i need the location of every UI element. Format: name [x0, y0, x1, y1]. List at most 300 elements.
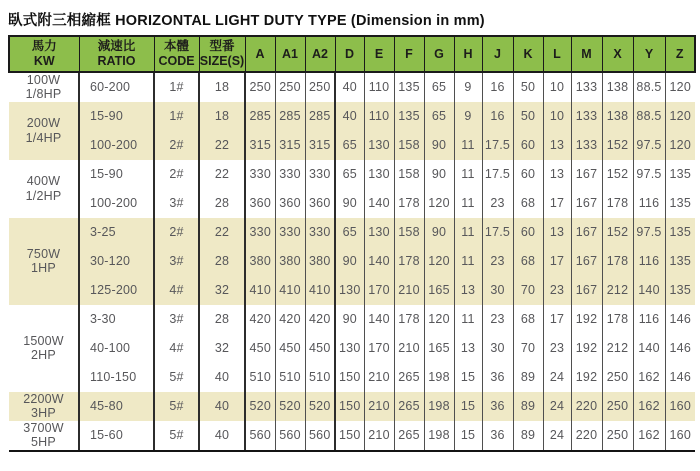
table-row	[9, 421, 695, 451]
cell-dim-X: 178	[602, 305, 633, 334]
cell-dim-A2: 450	[305, 334, 335, 363]
cell-dim-H: 11	[454, 189, 482, 218]
cell-dim-G: 65	[424, 102, 454, 131]
cell-dim-A: 250	[245, 72, 275, 102]
cell-dim-Z: 120	[665, 72, 695, 102]
cell-dim-M: 167	[571, 218, 602, 247]
power-label: 750W	[26, 246, 61, 261]
cell-size: 40	[199, 363, 245, 392]
dimension-table	[8, 35, 696, 452]
cell-dim-L: 13	[543, 160, 571, 189]
cell-size: 28	[199, 305, 245, 334]
cell-dim-M: 220	[571, 421, 602, 451]
cell-dim-J: 17.5	[482, 160, 513, 189]
cell-dim-D: 150	[335, 363, 364, 392]
cell-dim-D: 150	[335, 392, 364, 421]
cell-dim-D: 150	[335, 421, 364, 451]
cell-dim-F: 135	[394, 72, 424, 102]
cell-dim-M: 192	[571, 334, 602, 363]
cell-dim-H: 9	[454, 102, 482, 131]
hp-label: 5HP	[31, 435, 56, 450]
cell-dim-L: 17	[543, 305, 571, 334]
cell-dim-K: 50	[513, 72, 543, 102]
cell-dim-K: 68	[513, 189, 543, 218]
power-label: 1500W	[23, 333, 64, 348]
cell-dim-A: 330	[245, 218, 275, 247]
cell-dim-A: 420	[245, 305, 275, 334]
cell-dim-L: 13	[543, 131, 571, 160]
cell-dim-A2: 360	[305, 189, 335, 218]
cell-dim-F: 178	[394, 305, 424, 334]
cell-dim-Z: 146	[665, 305, 695, 334]
cell-dim-Z: 160	[665, 392, 695, 421]
cell-ratio: 30-120	[79, 247, 154, 276]
cell-dim-G: 90	[424, 160, 454, 189]
cell-dim-A1: 420	[275, 305, 305, 334]
cell-dim-Y: 116	[633, 247, 665, 276]
column-header-L: L	[543, 36, 571, 72]
cell-dim-Y: 162	[633, 421, 665, 451]
cell-dim-Z: 120	[665, 131, 695, 160]
cell-code: 1#	[154, 72, 199, 102]
cell-dim-X: 250	[602, 363, 633, 392]
cell-dim-Z: 135	[665, 276, 695, 305]
cell-dim-A: 560	[245, 421, 275, 451]
cell-dim-Y: 140	[633, 276, 665, 305]
cell-dim-E: 140	[364, 305, 394, 334]
cell-dim-A: 285	[245, 102, 275, 131]
power-label: 400W	[26, 174, 61, 189]
column-header-zh: 型番	[209, 39, 235, 53]
column-header-code	[154, 36, 199, 72]
column-header-Y: Y	[633, 36, 665, 72]
column-header-F: F	[394, 36, 424, 72]
cell-dim-D: 90	[335, 247, 364, 276]
cell-dim-L: 24	[543, 421, 571, 451]
cell-dim-F: 158	[394, 218, 424, 247]
cell-dim-X: 152	[602, 131, 633, 160]
cell-code: 4#	[154, 334, 199, 363]
cell-dim-X: 250	[602, 421, 633, 451]
cell-dim-M: 133	[571, 72, 602, 102]
hp-label: 2HP	[31, 348, 56, 363]
column-header-power	[9, 36, 79, 72]
cell-dim-E: 130	[364, 218, 394, 247]
column-header-ratio	[79, 36, 154, 72]
column-header-A: A	[245, 36, 275, 72]
cell-code: 2#	[154, 218, 199, 247]
cell-dim-E: 210	[364, 392, 394, 421]
column-header-A1: A1	[275, 36, 305, 72]
cell-dim-H: 11	[454, 131, 482, 160]
cell-dim-A2: 315	[305, 131, 335, 160]
page-title: 臥式附三相縮框 HORIZONTAL LIGHT DUTY TYPE (Dimension in mm)	[8, 13, 485, 29]
power-label: 3700W	[23, 420, 64, 435]
column-header-en: RATIO	[97, 54, 136, 68]
hp-label: 1/4HP	[25, 130, 62, 145]
column-header-X: X	[602, 36, 633, 72]
cell-code: 3#	[154, 305, 199, 334]
cell-dim-Y: 116	[633, 305, 665, 334]
cell-dim-A1: 380	[275, 247, 305, 276]
cell-dim-G: 65	[424, 72, 454, 102]
cell-dim-Y: 140	[633, 334, 665, 363]
cell-dim-E: 210	[364, 421, 394, 451]
cell-dim-X: 138	[602, 102, 633, 131]
cell-dim-Z: 135	[665, 160, 695, 189]
cell-dim-L: 10	[543, 102, 571, 131]
cell-dim-G: 165	[424, 276, 454, 305]
column-header-A2: A2	[305, 36, 335, 72]
table-row	[9, 247, 695, 276]
cell-dim-J: 17.5	[482, 218, 513, 247]
cell-dim-D: 65	[335, 218, 364, 247]
table-row	[9, 363, 695, 392]
cell-dim-X: 178	[602, 189, 633, 218]
cell-dim-D: 90	[335, 189, 364, 218]
cell-dim-A: 380	[245, 247, 275, 276]
cell-ratio: 15-90	[79, 160, 154, 189]
cell-dim-M: 167	[571, 189, 602, 218]
cell-dim-E: 170	[364, 276, 394, 305]
cell-dim-K: 50	[513, 102, 543, 131]
column-header-M: M	[571, 36, 602, 72]
cell-dim-A1: 360	[275, 189, 305, 218]
power-label: 2200W	[23, 391, 64, 406]
cell-dim-X: 178	[602, 247, 633, 276]
cell-dim-A2: 250	[305, 72, 335, 102]
cell-dim-K: 60	[513, 160, 543, 189]
hp-label: 1/2HP	[25, 188, 62, 203]
cell-code: 5#	[154, 363, 199, 392]
cell-dim-H: 15	[454, 392, 482, 421]
power-label: 100W	[26, 73, 61, 87]
cell-size: 22	[199, 218, 245, 247]
power-group-cell	[9, 160, 79, 218]
cell-dim-G: 120	[424, 189, 454, 218]
cell-size: 32	[199, 276, 245, 305]
cell-ratio: 125-200	[79, 276, 154, 305]
cell-dim-K: 68	[513, 247, 543, 276]
cell-dim-M: 220	[571, 392, 602, 421]
cell-code: 2#	[154, 131, 199, 160]
cell-dim-A: 330	[245, 160, 275, 189]
cell-dim-A1: 510	[275, 363, 305, 392]
cell-ratio: 3-30	[79, 305, 154, 334]
table-row	[9, 160, 695, 189]
cell-dim-X: 138	[602, 72, 633, 102]
cell-dim-F: 210	[394, 276, 424, 305]
cell-code: 5#	[154, 421, 199, 451]
cell-ratio: 15-60	[79, 421, 154, 451]
cell-dim-G: 165	[424, 334, 454, 363]
cell-dim-D: 65	[335, 160, 364, 189]
cell-dim-L: 17	[543, 247, 571, 276]
cell-dim-A2: 380	[305, 247, 335, 276]
cell-dim-H: 13	[454, 334, 482, 363]
table-row	[9, 305, 695, 334]
column-header-E: E	[364, 36, 394, 72]
cell-dim-M: 167	[571, 276, 602, 305]
cell-dim-A: 510	[245, 363, 275, 392]
table-row	[9, 189, 695, 218]
table-row	[9, 72, 695, 102]
cell-dim-A1: 410	[275, 276, 305, 305]
cell-dim-G: 198	[424, 392, 454, 421]
cell-dim-F: 158	[394, 131, 424, 160]
cell-dim-F: 135	[394, 102, 424, 131]
hp-label: 1/8HP	[25, 87, 62, 102]
cell-dim-A: 520	[245, 392, 275, 421]
cell-dim-X: 152	[602, 160, 633, 189]
cell-dim-Z: 146	[665, 363, 695, 392]
cell-dim-Y: 88.5	[633, 72, 665, 102]
cell-size: 22	[199, 131, 245, 160]
cell-dim-H: 15	[454, 363, 482, 392]
cell-dim-H: 15	[454, 421, 482, 451]
cell-dim-X: 250	[602, 392, 633, 421]
table-row	[9, 276, 695, 305]
cell-dim-A1: 285	[275, 102, 305, 131]
cell-dim-L: 17	[543, 189, 571, 218]
cell-dim-A1: 330	[275, 160, 305, 189]
cell-dim-L: 10	[543, 72, 571, 102]
table-row	[9, 334, 695, 363]
cell-dim-J: 36	[482, 392, 513, 421]
cell-dim-J: 16	[482, 72, 513, 102]
cell-dim-A: 450	[245, 334, 275, 363]
cell-dim-L: 23	[543, 334, 571, 363]
cell-dim-A1: 315	[275, 131, 305, 160]
cell-dim-D: 65	[335, 131, 364, 160]
cell-dim-Z: 120	[665, 102, 695, 131]
column-header-zh: 馬力	[31, 39, 57, 53]
cell-dim-J: 16	[482, 102, 513, 131]
column-header-zh: 本體	[163, 39, 189, 53]
cell-code: 3#	[154, 189, 199, 218]
table-row	[9, 102, 695, 131]
hp-label: 3HP	[31, 406, 56, 421]
cell-dim-Y: 162	[633, 392, 665, 421]
column-header-Z: Z	[665, 36, 695, 72]
power-group-cell	[9, 421, 79, 451]
cell-dim-J: 36	[482, 421, 513, 451]
cell-dim-A: 315	[245, 131, 275, 160]
column-header-D: D	[335, 36, 364, 72]
cell-dim-D: 40	[335, 102, 364, 131]
cell-dim-M: 133	[571, 102, 602, 131]
cell-dim-Y: 97.5	[633, 160, 665, 189]
power-group-cell	[9, 218, 79, 305]
column-header-G: G	[424, 36, 454, 72]
cell-dim-H: 11	[454, 247, 482, 276]
cell-dim-M: 192	[571, 305, 602, 334]
cell-dim-L: 24	[543, 363, 571, 392]
cell-dim-E: 170	[364, 334, 394, 363]
cell-dim-Y: 97.5	[633, 131, 665, 160]
cell-dim-D: 40	[335, 72, 364, 102]
power-group-cell	[9, 392, 79, 421]
cell-size: 40	[199, 421, 245, 451]
table-row	[9, 392, 695, 421]
cell-dim-E: 140	[364, 247, 394, 276]
cell-dim-G: 198	[424, 421, 454, 451]
cell-dim-J: 30	[482, 276, 513, 305]
cell-dim-Z: 135	[665, 247, 695, 276]
cell-dim-F: 158	[394, 160, 424, 189]
cell-dim-A1: 330	[275, 218, 305, 247]
power-group-cell	[9, 305, 79, 392]
cell-dim-D: 90	[335, 305, 364, 334]
header-row	[9, 36, 695, 72]
cell-dim-A2: 285	[305, 102, 335, 131]
cell-size: 40	[199, 392, 245, 421]
cell-dim-A1: 450	[275, 334, 305, 363]
cell-dim-Z: 135	[665, 189, 695, 218]
cell-dim-G: 198	[424, 363, 454, 392]
cell-dim-M: 192	[571, 363, 602, 392]
cell-dim-A1: 520	[275, 392, 305, 421]
cell-size: 28	[199, 189, 245, 218]
cell-dim-H: 11	[454, 160, 482, 189]
cell-dim-G: 90	[424, 131, 454, 160]
cell-dim-F: 210	[394, 334, 424, 363]
cell-dim-K: 60	[513, 131, 543, 160]
column-header-en: CODE	[158, 54, 195, 68]
cell-dim-J: 17.5	[482, 131, 513, 160]
table-header	[9, 36, 695, 72]
cell-dim-K: 89	[513, 421, 543, 451]
cell-dim-A2: 520	[305, 392, 335, 421]
cell-size: 18	[199, 102, 245, 131]
cell-dim-A2: 510	[305, 363, 335, 392]
cell-dim-Y: 88.5	[633, 102, 665, 131]
cell-dim-Y: 116	[633, 189, 665, 218]
cell-dim-F: 265	[394, 363, 424, 392]
table-row	[9, 131, 695, 160]
cell-dim-K: 68	[513, 305, 543, 334]
cell-dim-J: 30	[482, 334, 513, 363]
cell-dim-X: 152	[602, 218, 633, 247]
cell-dim-X: 212	[602, 276, 633, 305]
cell-dim-X: 212	[602, 334, 633, 363]
table-row	[9, 218, 695, 247]
cell-code: 3#	[154, 247, 199, 276]
cell-dim-A1: 560	[275, 421, 305, 451]
cell-dim-K: 70	[513, 334, 543, 363]
cell-dim-Y: 97.5	[633, 218, 665, 247]
cell-dim-K: 70	[513, 276, 543, 305]
hp-label: 1HP	[31, 261, 56, 276]
cell-dim-A: 360	[245, 189, 275, 218]
cell-code: 4#	[154, 276, 199, 305]
cell-ratio: 15-90	[79, 102, 154, 131]
cell-dim-E: 130	[364, 160, 394, 189]
cell-dim-L: 24	[543, 392, 571, 421]
cell-ratio: 40-100	[79, 334, 154, 363]
cell-dim-H: 11	[454, 218, 482, 247]
cell-dim-K: 89	[513, 363, 543, 392]
column-header-H: H	[454, 36, 482, 72]
cell-dim-H: 13	[454, 276, 482, 305]
cell-code: 2#	[154, 160, 199, 189]
cell-code: 5#	[154, 392, 199, 421]
cell-dim-J: 23	[482, 189, 513, 218]
cell-dim-Z: 135	[665, 218, 695, 247]
cell-dim-F: 178	[394, 247, 424, 276]
cell-code: 1#	[154, 102, 199, 131]
cell-size: 32	[199, 334, 245, 363]
cell-dim-E: 130	[364, 131, 394, 160]
cell-dim-F: 265	[394, 392, 424, 421]
power-group-cell	[9, 102, 79, 160]
cell-dim-L: 23	[543, 276, 571, 305]
cell-size: 28	[199, 247, 245, 276]
table-body	[9, 72, 695, 451]
power-label: 200W	[26, 116, 61, 131]
cell-size: 22	[199, 160, 245, 189]
cell-dim-M: 167	[571, 247, 602, 276]
cell-dim-M: 133	[571, 131, 602, 160]
cell-dim-Y: 162	[633, 363, 665, 392]
column-header-en: KW	[33, 54, 55, 68]
cell-size: 18	[199, 72, 245, 102]
cell-dim-A2: 560	[305, 421, 335, 451]
cell-dim-A2: 420	[305, 305, 335, 334]
cell-dim-G: 120	[424, 305, 454, 334]
cell-dim-J: 36	[482, 363, 513, 392]
cell-dim-M: 167	[571, 160, 602, 189]
cell-dim-E: 140	[364, 189, 394, 218]
cell-dim-K: 89	[513, 392, 543, 421]
cell-dim-J: 23	[482, 305, 513, 334]
cell-dim-A2: 330	[305, 160, 335, 189]
cell-dim-E: 110	[364, 72, 394, 102]
cell-dim-A2: 410	[305, 276, 335, 305]
cell-dim-E: 210	[364, 363, 394, 392]
cell-dim-J: 23	[482, 247, 513, 276]
power-group-cell	[9, 72, 79, 102]
cell-dim-L: 13	[543, 218, 571, 247]
cell-ratio: 110-150	[79, 363, 154, 392]
cell-dim-G: 90	[424, 218, 454, 247]
column-header-K: K	[513, 36, 543, 72]
cell-dim-G: 120	[424, 247, 454, 276]
cell-ratio: 100-200	[79, 131, 154, 160]
cell-ratio: 100-200	[79, 189, 154, 218]
cell-ratio: 60-200	[79, 72, 154, 102]
column-header-zh: 減速比	[97, 39, 136, 53]
column-header-size	[199, 36, 245, 72]
column-header-J: J	[482, 36, 513, 72]
cell-ratio: 45-80	[79, 392, 154, 421]
cell-dim-H: 9	[454, 72, 482, 102]
cell-dim-K: 60	[513, 218, 543, 247]
column-header-en: SIZE(S)	[199, 54, 245, 68]
cell-dim-Z: 160	[665, 421, 695, 451]
cell-dim-A1: 250	[275, 72, 305, 102]
cell-dim-A: 410	[245, 276, 275, 305]
cell-dim-E: 110	[364, 102, 394, 131]
cell-dim-D: 130	[335, 334, 364, 363]
cell-dim-H: 11	[454, 305, 482, 334]
cell-ratio: 3-25	[79, 218, 154, 247]
cell-dim-A2: 330	[305, 218, 335, 247]
cell-dim-Z: 146	[665, 334, 695, 363]
cell-dim-F: 265	[394, 421, 424, 451]
cell-dim-D: 130	[335, 276, 364, 305]
cell-dim-F: 178	[394, 189, 424, 218]
